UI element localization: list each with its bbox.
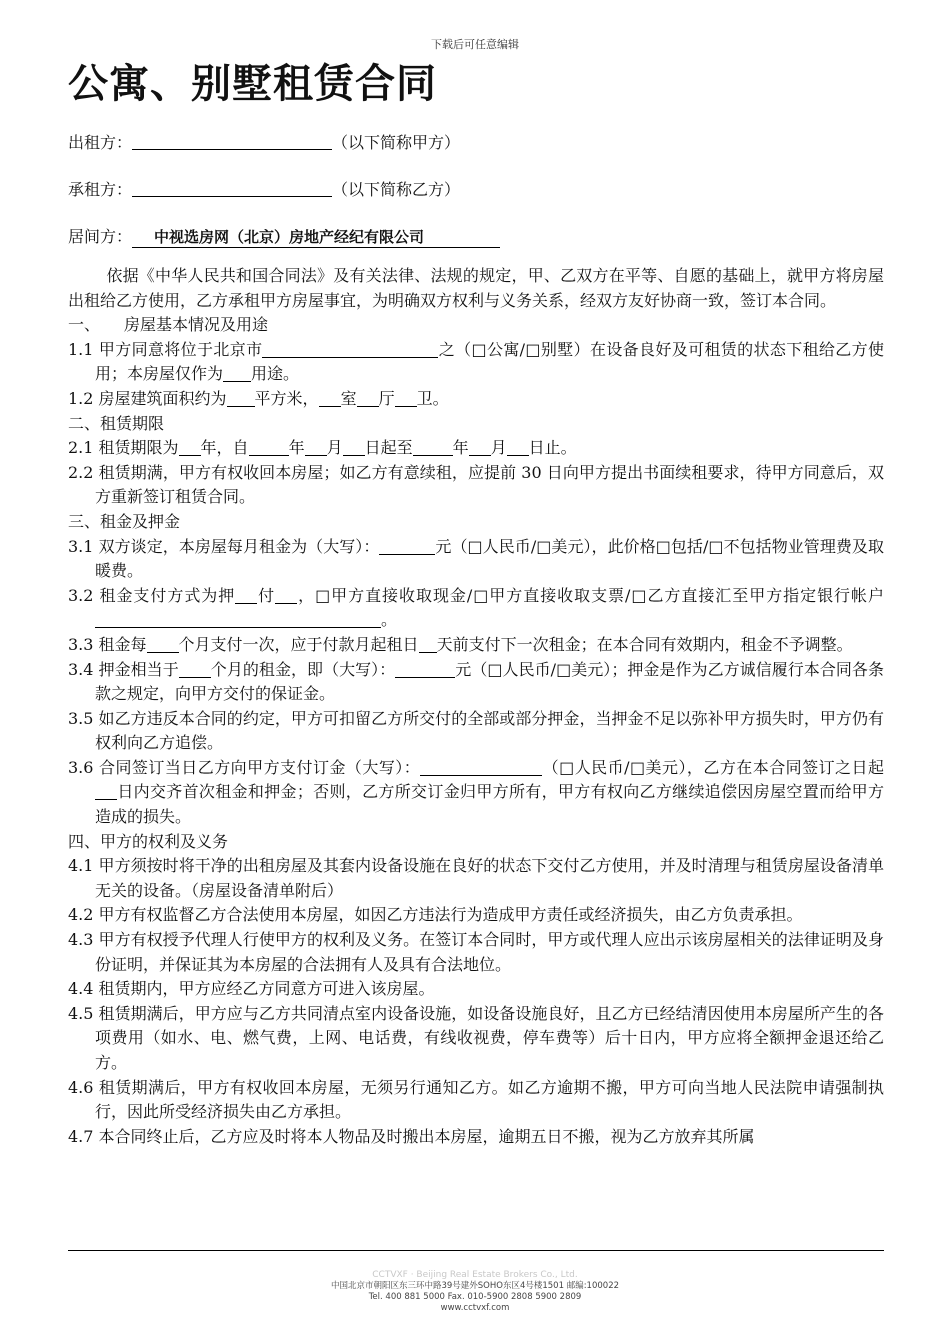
clause-4-1: 4.1 甲方须按时将干净的出租房屋及其套内设备设施在良好的状态下交付乙方使用，并及时清理与租赁房屋设备清单无关的设备。（房屋设备清单附后） [68,856,884,900]
footer-website[interactable]: www.cctvxf.com [440,1303,510,1313]
area-blank[interactable] [227,391,255,407]
lessee-label: 承租方： [68,180,133,199]
halls-blank[interactable] [357,391,379,407]
clause-3-1: 3.1 双方谈定，本房屋每月租金为（大写）： 元（□人民币/□美元），此价格□包括/□不包括物业管理费及取暖费。 [68,536,884,581]
editable-note: 下载后可任意编辑 [431,38,519,51]
monthly-rent-blank[interactable] [379,539,435,555]
document-title: 公寓、别墅租赁合同 [68,61,437,107]
usage-blank[interactable] [223,366,251,382]
end-year-blank[interactable] [413,440,453,456]
address-blank[interactable] [262,342,438,358]
footer-address: 中国北京市朝阳区东三环中路39号建外SOHO东区4号楼1501 邮编:100022 [330,1281,620,1291]
end-day-blank[interactable] [507,440,529,456]
lessor-suffix: （以下简称甲方） [332,133,461,152]
lessee-suffix: （以下简称乙方） [332,180,461,199]
bank-account-blank[interactable] [95,612,381,628]
clause-4-4: 4.4 租赁期内，甲方应经乙方同意方可进入该房屋。 [68,979,435,999]
start-day-blank[interactable] [343,440,365,456]
footer-phone: Tel. 400 881 5000 Fax. 010-5900 2808 5900 2809 [368,1292,582,1302]
rooms-blank[interactable] [319,391,341,407]
section-heading-3: 三、租金及押金 [68,511,181,531]
section-heading-4: 四、甲方的权利及义务 [68,831,229,851]
lessee-blank[interactable] [132,180,332,197]
lessee-line [68,177,460,200]
broker-name: 中视选房网（北京）房地产经纪有限公司 [132,226,500,248]
lessor-line [68,130,460,153]
footer-divider [68,1250,884,1251]
clause-2-2: 2.2 租赁期满，甲方有权收回本房屋；如乙方有意续租，应提前 30 日向甲方提出书面续租要求，待甲方同意后，双方重新签订租赁合同。 [68,462,884,507]
broker-line [68,224,500,248]
deposit-amount-blank[interactable] [395,662,455,678]
contract-body [68,264,884,1149]
page-footer [0,1270,950,1314]
footer-faded-line: CCTVXF · Beijing Real Estate Brokers Co., Ltd. [372,1270,578,1280]
payment-days-blank[interactable] [95,784,117,800]
clause-4-7: 4.7 本合同终止后，乙方应及时将本人物品及时搬出本房屋，逾期五日不搬，视为乙方放弃其所属 [68,1126,755,1146]
term-years-blank[interactable] [179,440,201,456]
clause-2-1: 2.1 租赁期限为 年，自 年 月 日起至 年 月 日止。 [68,438,577,458]
baths-blank[interactable] [395,391,417,407]
broker-label: 居间方： [68,227,133,246]
clause-1-2: 1.2 房屋建筑面积约为 平方米， 室 厅 卫。 [68,388,449,408]
intro-paragraph: 依据《中华人民共和国合同法》及有关法律、法规的规定，甲、乙双方在平等、自愿的基础上，就甲方将房屋出租给乙方使用，乙方承租甲方房屋事宜，为明确双方权利与义务关系，经双方友好协商一致，签订本合同。 [68,266,884,310]
clause-1-1: 1.1 甲方同意将位于北京市 之（□公寓/□别墅）在设备良好及可租赁的状态下租给乙方使用；本房屋仅作为 用途。 [68,339,884,384]
clause-3-5: 3.5 如乙方违反本合同的约定，甲方可扣留乙方所交付的全部或部分押金，当押金不足以弥补甲方损失时，甲方仍有权利向乙方追偿。 [68,708,884,753]
deposit-months-blank[interactable] [235,588,257,604]
clause-4-3: 4.3 甲方有权授予代理人行使甲方的权利及义务。在签订本合同时，甲方或代理人应出示该房屋相关的法律证明及身份证明，并保证其为本房屋的合法拥有人及具有合法地位。 [68,930,884,974]
deposit-equiv-blank[interactable] [179,662,211,678]
clause-3-2: 3.2 租金支付方式为押 付 ，□甲方直接收取现金/□甲方直接收取支票/□乙方直接汇至甲方指定银行帐户。 [68,585,884,630]
clause-3-4: 3.4 押金相当于 个月的租金，即（大写）： 元（□人民币/□美元）；押金是作为乙方诚信履行本合同各条款之规定，向甲方交付的保证金。 [68,659,884,704]
clause-4-5: 4.5 租赁期满后，甲方应与乙方共同清点室内设备设施，如设备设施良好，且乙方已经结清因使用本房屋所产生的各项费用（如水、电、燃气费，上网、电话费，有线收视费，停车费等）后十日内，甲方应将全额押金退还给乙方。 [68,1003,884,1072]
start-year-blank[interactable] [249,440,289,456]
lessor-label: 出租方： [68,133,133,152]
clause-4-2: 4.2 甲方有权监督乙方合法使用本房屋，如因乙方违法行为造成甲方责任或经济损失，由乙方负责承担。 [68,905,803,925]
start-month-blank[interactable] [305,440,327,456]
end-month-blank[interactable] [469,440,491,456]
clause-4-6: 4.6 租赁期满后，甲方有权收回本房屋，无须另行通知乙方。如乙方逾期不搬，甲方可向当地人民法院申请强制执行，因此所受经济损失由乙方承担。 [68,1077,884,1122]
pay-months-blank[interactable] [275,588,297,604]
earnest-money-blank[interactable] [420,760,542,776]
pay-interval-blank[interactable] [147,637,179,653]
clause-3-6: 3.6 合同签订当日乙方向甲方支付订金（大写）： （□人民币/□美元），乙方在本合同签订之日起日内交齐首次租金和押金；否则，乙方所交订金归甲方所有，甲方有权向乙方继续追偿因房屋空置而给甲方造成的损失。 [68,757,884,827]
advance-days-blank[interactable] [419,637,437,653]
section-heading-1: 一、 房屋基本情况及用途 [68,315,269,335]
lessor-blank[interactable] [132,133,332,150]
clause-3-3: 3.3 租金每 个月支付一次，应于付款月起租日 天前支付下一次租金；在本合同有效期内，租金不予调整。 [68,634,853,654]
section-heading-2: 二、租赁期限 [68,413,165,433]
